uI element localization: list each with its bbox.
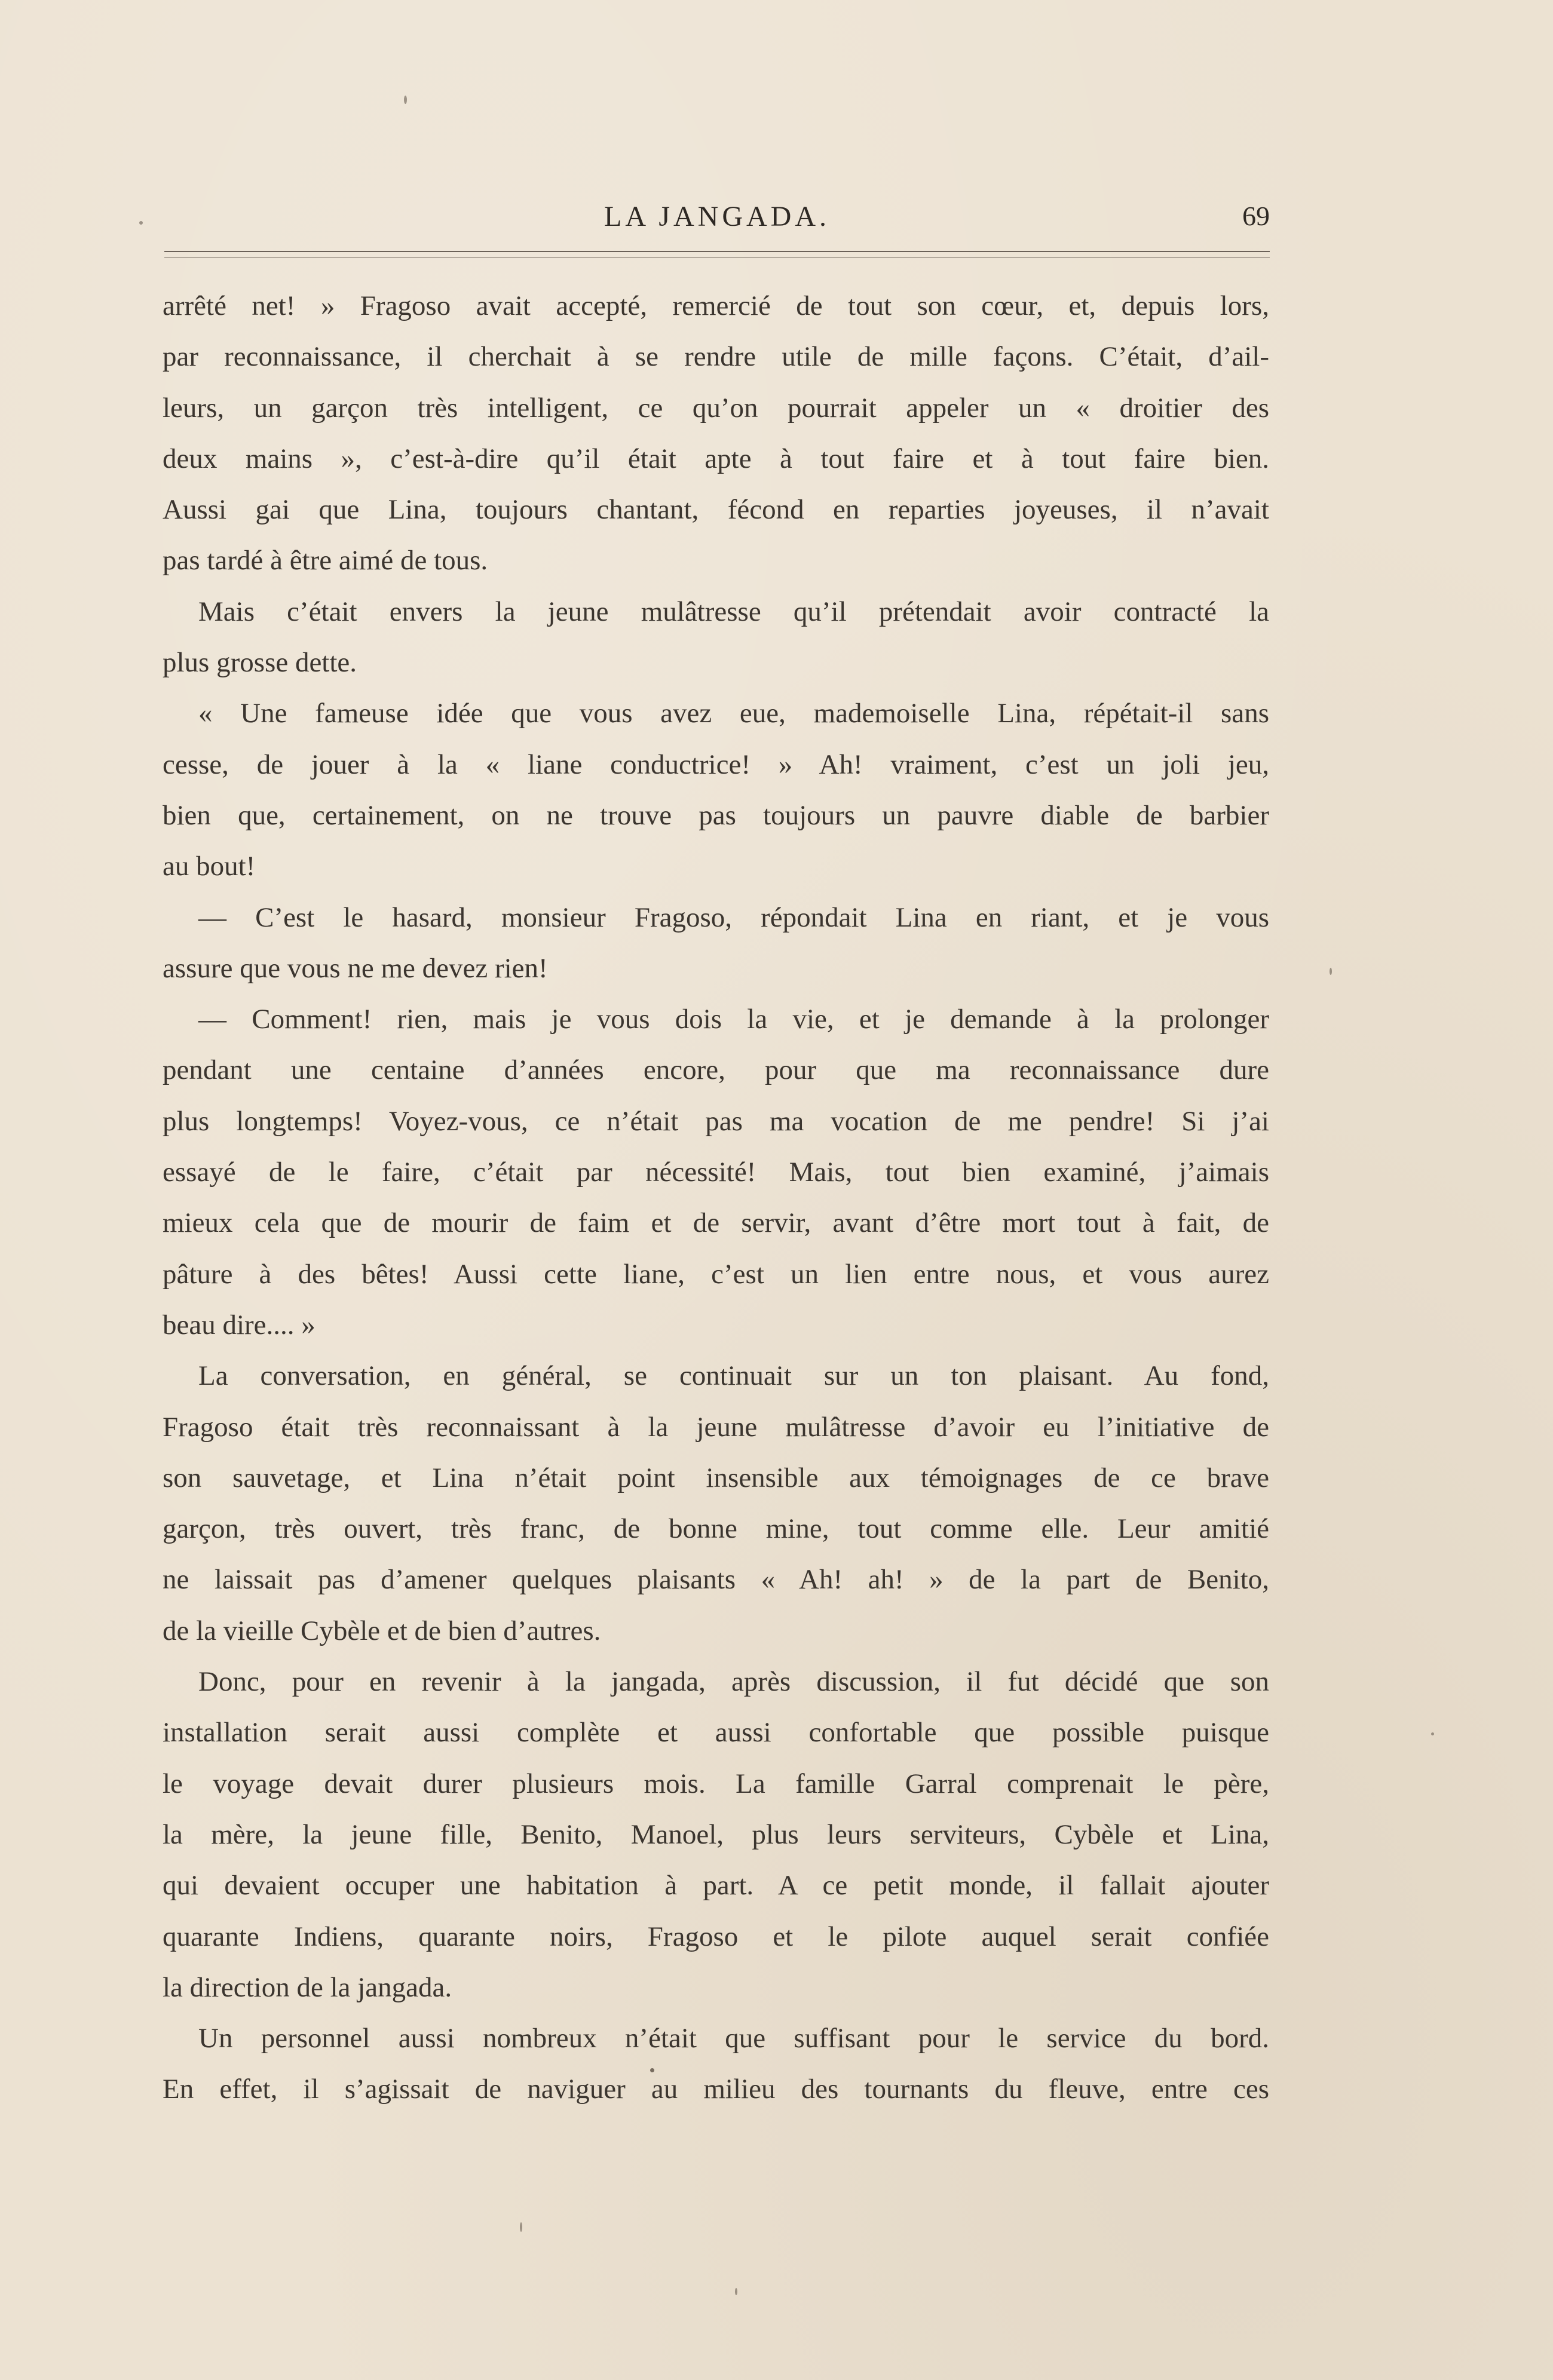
text-line: plus longtemps! Voyez-vous, ce n’était pas ma vocation de me pendre! Si j’ai xyxy=(163,1105,1269,1137)
text-line: qui devaient occuper une habitation à part. A ce petit monde, il fallait ajouter xyxy=(163,1870,1269,1901)
text-line: quarante Indiens, quarante noirs, Fragoso et le pilote auquel serait confiée xyxy=(163,1921,1269,1952)
text-line: cesse, de jouer à la « liane conductrice! » Ah! vraiment, c’est un joli jeu, xyxy=(163,749,1269,780)
paper-speck xyxy=(1330,968,1332,975)
text-line: Mais c’était envers la jeune mulâtresse qu’il prétendait avoir contracté la xyxy=(198,596,1269,627)
page-header xyxy=(164,200,1270,242)
text-line: Donc, pour en revenir à la jangada, après discussion, il fut décidé que son xyxy=(198,1666,1269,1698)
paper-speck xyxy=(404,96,407,104)
page-number: 69 xyxy=(1242,201,1270,231)
paper-speck xyxy=(520,2222,522,2232)
text-line: la direction de la jangada. xyxy=(163,1971,452,2003)
text-line: garçon, très ouvert, très franc, de bonne mine, tout comme elle. Leur amitié xyxy=(163,1513,1269,1545)
text-line: installation serait aussi complète et aussi confortable que possible puisque xyxy=(163,1717,1269,1749)
header-rule xyxy=(164,251,1270,252)
text-line: — C’est le hasard, monsieur Fragoso, répondait Lina en riant, et je vous xyxy=(198,901,1269,933)
text-line: « Une fameuse idée que vous avez eue, mademoiselle Lina, répétait-il sans xyxy=(198,698,1269,729)
text-line: Un personnel aussi nombreux n’était que suffisant pour le service du bord. xyxy=(198,2023,1269,2054)
paper-speck xyxy=(1431,1732,1434,1735)
text-line: En effet, il s’agissait de naviguer au milieu des tournants du fleuve, entre ces xyxy=(163,2074,1269,2105)
text-line: le voyage devait durer plusieurs mois. La famille Garral comprenait le père, xyxy=(163,1768,1269,1799)
text-line: Aussi gai que Lina, toujours chantant, fécond en reparties joyeuses, il n’avait xyxy=(163,494,1269,526)
text-line: son sauvetage, et Lina n’était point insensible aux témoignages de ce brave xyxy=(163,1462,1269,1493)
text-line: ne laissait pas d’amener quelques plaisants « Ah! ah! » de la part de Benito, xyxy=(163,1564,1269,1596)
text-line: mieux cela que de mourir de faim et de servir, avant d’être mort tout à fait, de xyxy=(163,1207,1269,1239)
text-line: par reconnaissance, il cherchait à se rendre utile de mille façons. C’était, d’ail- xyxy=(163,341,1269,373)
running-title: LA JANGADA. xyxy=(604,201,830,232)
text-line: deux mains », c’est-à-dire qu’il était apte à tout faire et à tout faire bien. xyxy=(163,443,1269,474)
text-line: arrêté net! » Fragoso avait accepté, remercié de tout son cœur, et, depuis lors, xyxy=(163,290,1269,321)
text-line: plus grosse dette. xyxy=(163,647,357,679)
text-line: La conversation, en général, se continuait sur un ton plaisant. Au fond, xyxy=(198,1360,1269,1392)
text-line: beau dire.... » xyxy=(163,1309,315,1341)
paper-speck xyxy=(650,2068,654,2072)
text-line: pas tardé à être aimé de tous. xyxy=(163,545,488,576)
text-line: Fragoso était très reconnaissant à la jeune mulâtresse d’avoir eu l’initiative de xyxy=(163,1411,1269,1443)
text-line: bien que, certainement, on ne trouve pas toujours un pauvre diable de barbier xyxy=(163,799,1269,831)
text-line: la mère, la jeune fille, Benito, Manoel, plus leurs serviteurs, Cybèle et Lina, xyxy=(163,1818,1269,1850)
text-line: pendant une centaine d’années encore, pour que ma reconnaissance dure xyxy=(163,1054,1269,1086)
paper-speck xyxy=(139,221,143,225)
text-line: leurs, un garçon très intelligent, ce qu’on pourrait appeler un « droitier des xyxy=(163,392,1269,424)
text-line: — Comment! rien, mais je vous dois la vie, et je demande à la prolonger xyxy=(198,1004,1269,1035)
body-text xyxy=(163,281,1269,2115)
text-line: assure que vous ne me devez rien! xyxy=(163,952,548,984)
text-line: essayé de le faire, c’était par nécessité! Mais, tout bien examiné, j’aimais xyxy=(163,1157,1269,1188)
text-line: au bout! xyxy=(163,851,256,882)
text-line: pâture à des bêtes! Aussi cette liane, c’est un lien entre nous, et vous aurez xyxy=(163,1258,1269,1290)
paper-speck xyxy=(735,2288,737,2295)
text-line: de la vieille Cybèle et de bien d’autres. xyxy=(163,1615,601,1646)
